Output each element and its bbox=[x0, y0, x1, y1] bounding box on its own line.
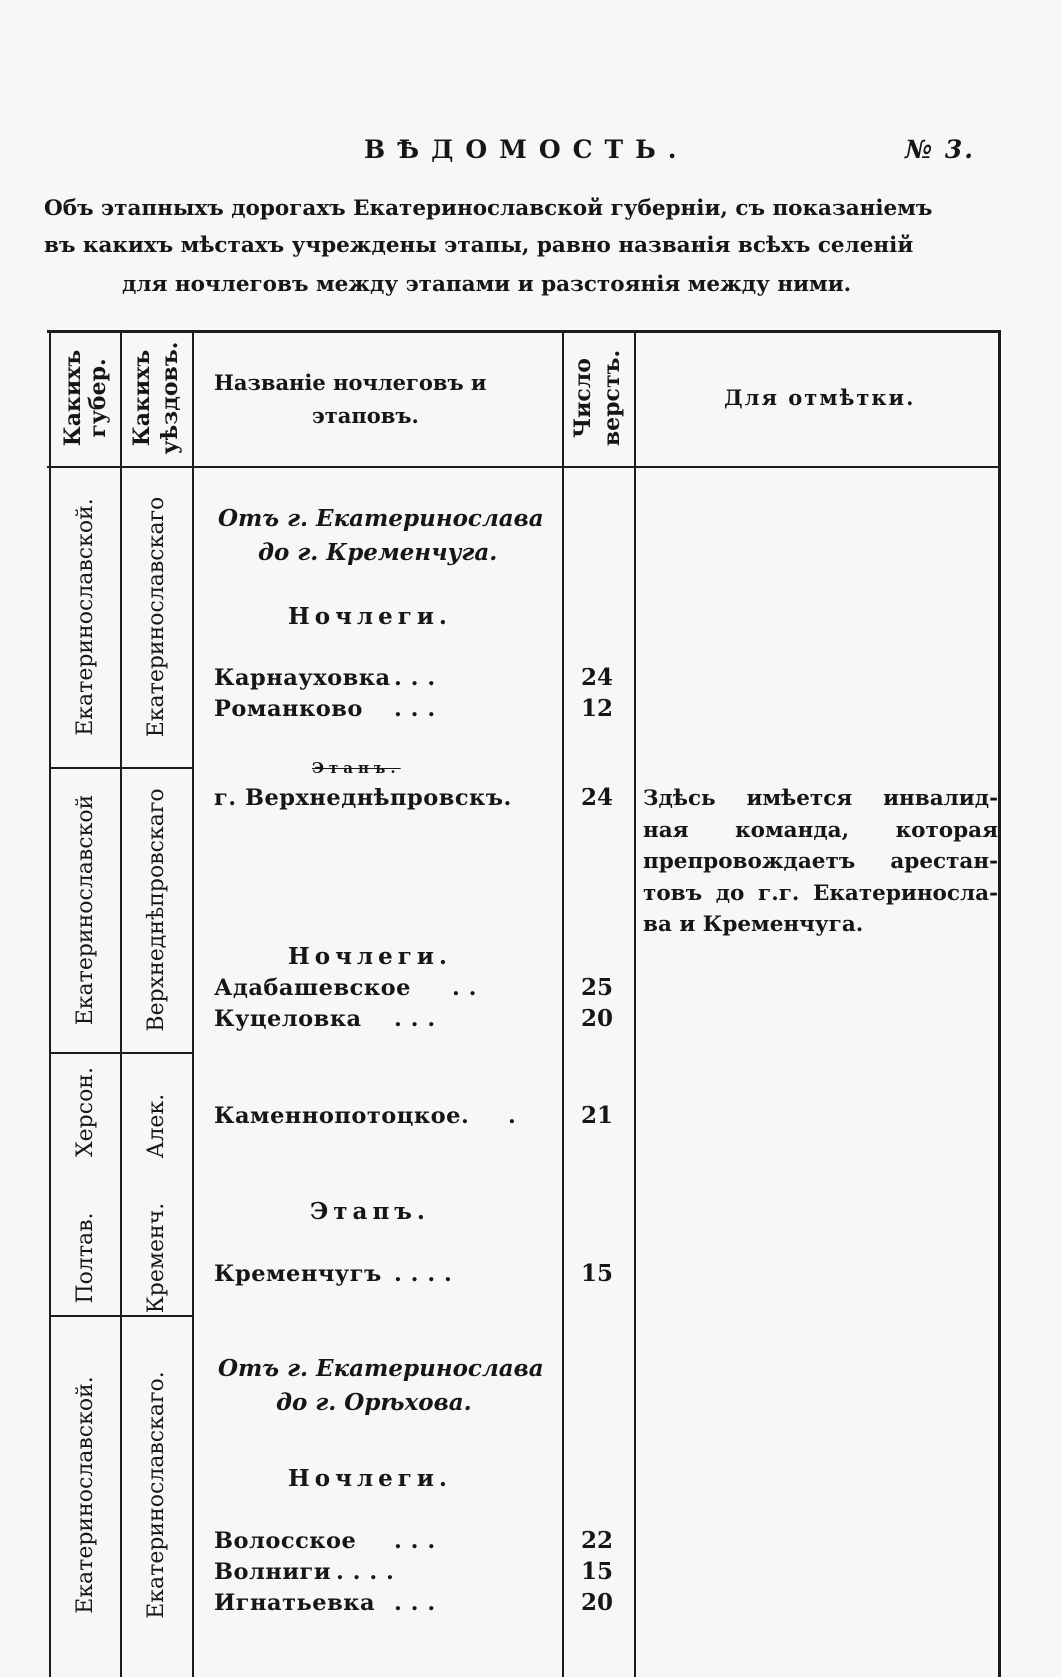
section-etap-2: Этапъ. bbox=[310, 1198, 430, 1225]
table-top-border bbox=[47, 330, 1001, 333]
entry-leader: . . . bbox=[394, 665, 436, 691]
entry-versts: 20 bbox=[580, 1589, 613, 1616]
header-notes: Для отмѣтки. bbox=[724, 385, 916, 410]
entry-versts: 24 bbox=[580, 664, 613, 691]
route-2-line-2: до г. Орѣхова. bbox=[276, 1389, 472, 1416]
entry-versts: 15 bbox=[580, 1558, 613, 1585]
group-divider-2 bbox=[49, 1052, 194, 1054]
etap-1-versts: 24 bbox=[580, 784, 613, 811]
header-bottom-border bbox=[47, 466, 1001, 468]
col-border-2 bbox=[192, 332, 194, 1677]
section-nochlegi-2: Ночлеги. bbox=[288, 943, 452, 970]
uezd-label-2: Верхнеднѣпровскаго bbox=[144, 788, 169, 1032]
entry-versts: 12 bbox=[580, 695, 613, 722]
entry-versts: 25 bbox=[580, 974, 613, 1001]
entry-versts: 15 bbox=[580, 1260, 613, 1287]
entry-name: Адабашевское bbox=[214, 975, 411, 1001]
section-etap-struck: Этапъ. bbox=[312, 759, 401, 777]
entry-versts: 21 bbox=[580, 1102, 613, 1129]
entry-name: Волниги bbox=[214, 1559, 332, 1585]
gubernia-label-2: Екатеринославской bbox=[73, 794, 98, 1026]
entry-leader: . . . . bbox=[394, 1261, 453, 1287]
route-1-line-2: до г. Кременчуга. bbox=[258, 539, 498, 566]
note-line-1: Здѣсь имѣется инвалид- bbox=[643, 786, 998, 811]
entry-name: Каменнопотоцкое. bbox=[214, 1103, 470, 1129]
note-line-2: ная команда, которая bbox=[643, 817, 998, 843]
gubernia-label-1: Екатеринославской. bbox=[73, 498, 98, 736]
document-number: № 3. bbox=[905, 135, 975, 164]
section-nochlegi-1: Ночлеги. bbox=[288, 603, 452, 630]
group-divider-1 bbox=[49, 767, 194, 769]
entry-leader: . . . . bbox=[336, 1559, 395, 1585]
gubernia-label-3: Херсон. bbox=[73, 1067, 98, 1157]
header-name-1: Названіе ночлеговъ и bbox=[214, 370, 487, 395]
entry-versts: 22 bbox=[580, 1527, 613, 1554]
entry-name: Волосское bbox=[214, 1528, 357, 1554]
uezd-label-1: Екатеринославскаго bbox=[144, 496, 169, 738]
uezd-label-5: Екатеринославскаго. bbox=[144, 1371, 169, 1619]
note-invalid-command bbox=[643, 783, 998, 941]
subtitle-line-2: въ какихъ мѣстахъ учреждены этапы, равно названія всѣхъ селеній bbox=[44, 233, 914, 258]
group-divider-3 bbox=[49, 1315, 194, 1317]
entry-leader: . . . bbox=[394, 1590, 436, 1616]
subtitle-line-1: Объ этапныхъ дорогахъ Екатеринославской губерніи, съ показаніемъ bbox=[44, 196, 933, 221]
note-line-5: ва и Кременчуга. bbox=[643, 912, 864, 937]
section-nochlegi-3: Ночлеги. bbox=[288, 1465, 452, 1492]
entry-name: Игнатьевка bbox=[214, 1590, 376, 1616]
uezd-label-4: Кременч. bbox=[144, 1202, 169, 1314]
entry-leader: . bbox=[508, 1103, 517, 1129]
header-versts-1: Число bbox=[570, 358, 596, 438]
page-title: ВѢДОМОСТЬ. bbox=[364, 135, 689, 164]
entry-name: Карнауховка bbox=[214, 665, 391, 691]
col-border-4 bbox=[634, 332, 636, 1677]
header-uezd-1: Какихъ bbox=[129, 349, 155, 447]
header-gubernia-2: губер. bbox=[85, 358, 111, 438]
entry-leader: . . . bbox=[394, 1528, 436, 1554]
entry-name: Романково bbox=[214, 696, 363, 722]
route-2-line-1: Отъ г. Екатеринослава bbox=[218, 1355, 544, 1382]
entry-name: Куцеловка bbox=[214, 1006, 362, 1032]
entry-name: Кременчугъ bbox=[214, 1261, 382, 1287]
gubernia-label-5: Екатеринославской. bbox=[73, 1376, 98, 1614]
col-border-right bbox=[998, 332, 1001, 1677]
entry-leader: . . bbox=[452, 975, 477, 1001]
note-line-3: препровождаетъ арестан- bbox=[643, 849, 998, 874]
route-1-line-1: Отъ г. Екатеринослава bbox=[218, 505, 544, 532]
header-versts-2: верстъ. bbox=[599, 349, 625, 447]
col-border-left bbox=[49, 332, 51, 1677]
header-gubernia-1: Какихъ bbox=[60, 349, 86, 447]
entry-leader: . . . bbox=[394, 696, 436, 722]
gubernia-label-4: Полтав. bbox=[73, 1212, 98, 1304]
uezd-label-3: Алек. bbox=[144, 1093, 169, 1159]
header-uezd-2: уѣздовъ. bbox=[157, 341, 183, 455]
entry-leader: . . . bbox=[394, 1006, 436, 1032]
etap-1-name: г. Верхнеднѣпровскъ. bbox=[214, 785, 512, 811]
col-border-1 bbox=[120, 332, 122, 1677]
header-name-2: этаповъ. bbox=[312, 403, 419, 428]
subtitle-line-3: для ночлеговъ между этапами и разстоянія между ними. bbox=[122, 272, 852, 297]
note-line-4: товъ до г.г. Екатериносла- bbox=[643, 880, 998, 906]
entry-versts: 20 bbox=[580, 1005, 613, 1032]
